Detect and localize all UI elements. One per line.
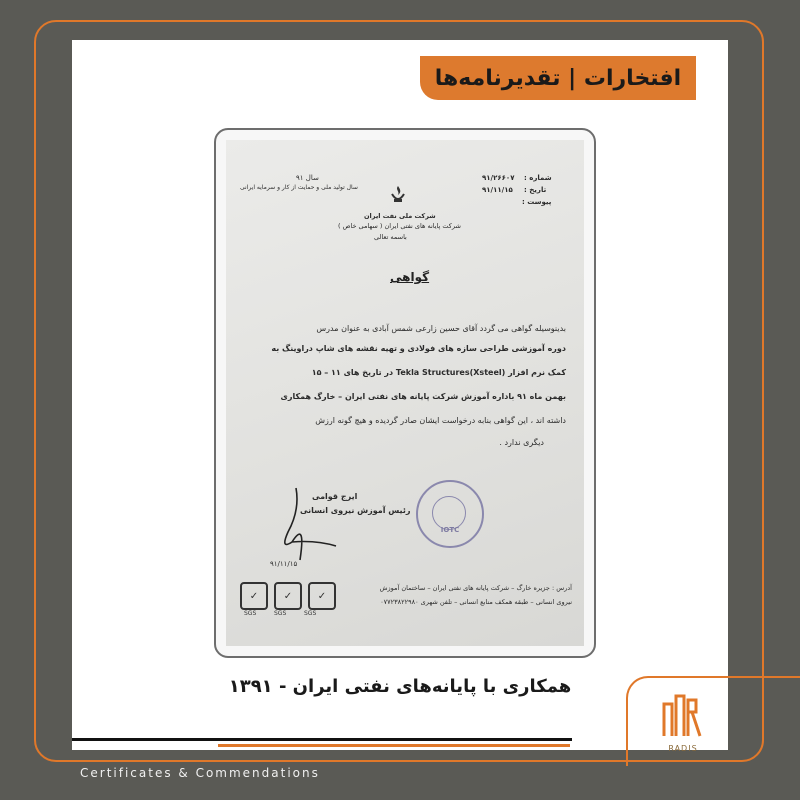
number-label: شماره :: [524, 174, 552, 182]
signatory-title: رئیس آموزش نیروی انسانی: [300, 506, 411, 515]
body-line-3: کمک نرم افزار Tekla Structures(Xsteel) در تاریخ های ۱۱ – ۱۵: [311, 368, 566, 377]
body-line-6: دیگری ندارد .: [499, 438, 544, 447]
body-line-2: دوره آموزشی طراحی سازه های فولادی و تهیه نقشه های شاپ دراوینگ به: [271, 344, 566, 353]
title-banner: [420, 56, 696, 100]
address-line-1: آدرس : جزیره خارگ – شرکت پایانه های نفتی ایران – ساختمان آموزش: [379, 584, 572, 592]
certificate-heading: گواهی: [390, 270, 430, 284]
body-line-1: بدینوسیله گواهی می گردد آقای حسین زارعی شمس آبادی به عنوان مدرس: [316, 324, 566, 333]
radis-logo-icon: [660, 690, 706, 738]
sgs-label: SGS: [274, 610, 287, 617]
photo-caption: همکاری با پایانه‌های نفتی ایران - ۱۳۹۱: [228, 676, 572, 697]
certificate-document: [226, 140, 584, 646]
signatory-name: ایرج قوامی: [312, 492, 358, 501]
signature-date: ۹۱/۱۱/۱۵: [270, 560, 298, 568]
signature-icon: [266, 480, 350, 570]
nioc-logo-icon: [386, 184, 410, 206]
certificate-photo-frame: [214, 128, 596, 658]
attachment-label: پیوست :: [522, 198, 552, 206]
certification-badges: [240, 582, 336, 610]
date-label: تاریخ :: [524, 186, 547, 194]
year-slogan: سال تولید ملی و حمایت از کار و سرمایه ایرانی: [240, 184, 358, 191]
divider-line: [72, 738, 572, 741]
brand-name: RADIS: [668, 744, 698, 753]
address-line-2: نیروی انسانی – طبقه همکف منابع انسانی – تلفن شهری ۰۷۷۲۳۸۲۲۹۸۰: [380, 598, 572, 606]
official-stamp: [416, 480, 484, 548]
corner-notch-frame: [626, 676, 800, 766]
sgs-badge-icon: ✓: [240, 582, 268, 610]
body-line-4: بهمن ماه ۹۱ باداره آموزش شرکت پایانه های نفتی ایران – خارگ همکاری: [280, 392, 566, 401]
stamp-text: IOTC: [440, 526, 460, 534]
year-label: سال ۹۱: [296, 174, 319, 182]
stamp-emblem-icon: [432, 496, 466, 530]
sgs-badge-icon: ✓: [274, 582, 302, 610]
content-card: [72, 40, 728, 750]
body-line-5: داشته اند ، این گواهی بنابه درخواست ایشان صادر گردیده و هیچ گونه ارزش: [315, 416, 566, 425]
accent-divider-line: [218, 744, 570, 747]
footer-caption: Certificates & Commendations: [80, 766, 320, 780]
page-title: افتخارات | تقدیرنامه‌ها: [434, 65, 682, 91]
org-line1: شرکت ملی نفت ایران: [364, 212, 436, 220]
sgs-label: SGS: [304, 610, 317, 617]
date-value: ۹۱/۱۱/۱۵: [482, 186, 513, 194]
org-line2: شرکت پایانه های نفتی ایران ( سهامی خاص ): [338, 222, 461, 230]
org-line3: باسمه تعالی: [374, 233, 407, 241]
number-value: ۹۱/۲۶۶۰۷: [482, 174, 515, 182]
sgs-badge-icon: ✓: [308, 582, 336, 610]
sgs-label: SGS: [244, 610, 257, 617]
